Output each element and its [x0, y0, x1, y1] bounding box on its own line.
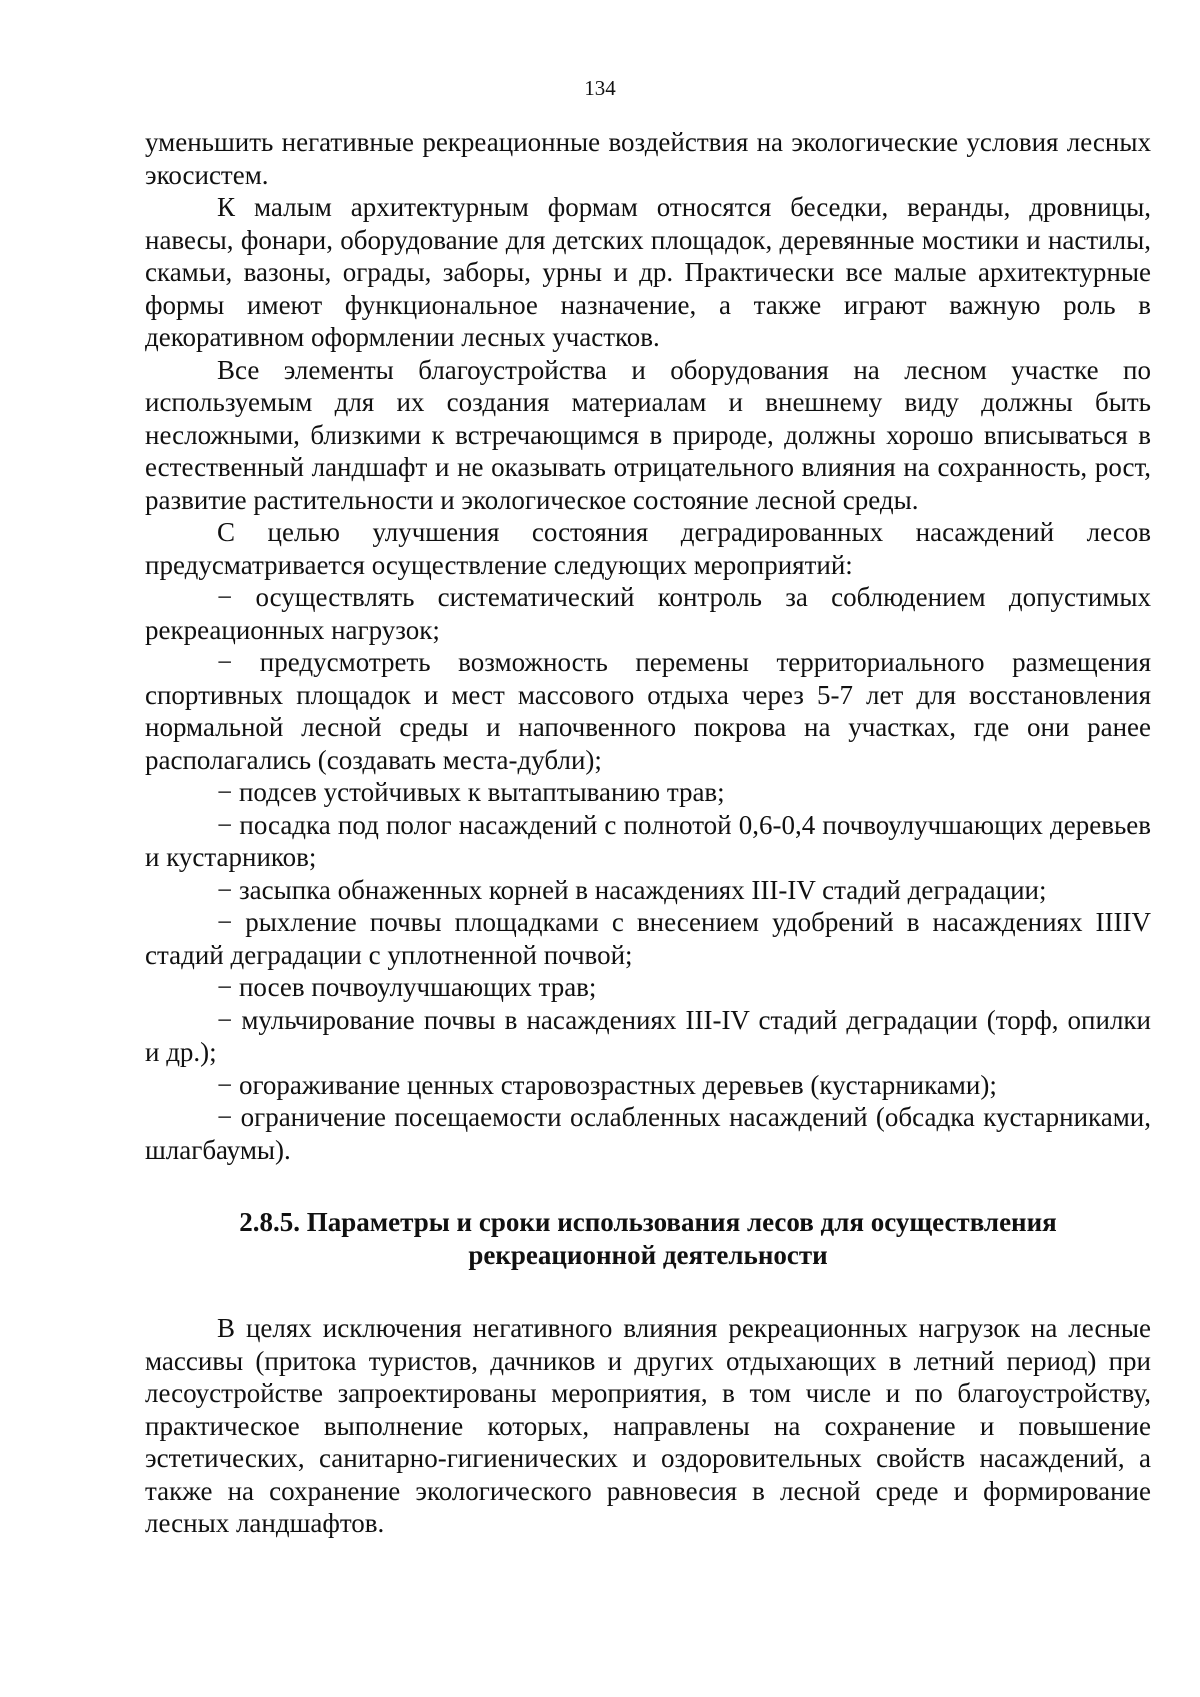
list-item: − осуществлять систематический контроль за соблюдением допустимых рекреационных нагрузок; [145, 582, 1151, 645]
paragraph: К малым архитектурным формам относятся беседки, веранды, дровницы, навесы, фонари, оборудование для детских площадок, деревянные мостики и настилы, скамьи, вазоны, ограды, заборы, урны и др. Практически все малые архитектурные формы имеют функциональное назначение, а также играют важную роль в декоративном оформлении лесных участков. [145, 192, 1151, 352]
section-heading [145, 1206, 1151, 1272]
list-item: − посев почвоулучшающих трав; [217, 972, 597, 1002]
section-heading-line-1: 2.8.5. Параметры и сроки использования лесов для осуществления [239, 1207, 1057, 1237]
paragraph: уменьшить негативные рекреационные воздействия на экологические условия лесных экосистем. [145, 127, 1151, 190]
paragraph: С целью улучшения состояния деградированных насаждений лесов предусматривается осуществление следующих мероприятий: [145, 517, 1151, 580]
list-item: − засыпка обнаженных корней в насаждениях III-IV стадий деградации; [217, 874, 1047, 905]
list-item: − подсев устойчивых к вытаптыванию трав; [217, 777, 725, 807]
list-item: − огораживание ценных старовозрастных деревьев (кустарниками); [217, 1069, 997, 1100]
body-text [145, 126, 1151, 1540]
paragraph: Все элементы благоустройства и оборудования на лесном участке по используемым для их создания материалам и внешнему виду должны быть несложными, близкими к встречающимся в природе, должны хорошо вписываться в естественный ландшафт и не оказывать отрицательного влияния на сохранность, рост, развитие растительности и экологическое состояние лесной среды. [145, 354, 1151, 515]
section-heading-line-2: рекреационной деятельности [468, 1240, 828, 1270]
page-number: 134 [584, 76, 616, 100]
list-item: − мульчирование почвы в насаждениях III-IV стадий деградации (торф, опилки и др.); [145, 1004, 1151, 1067]
list-item: − посадка под полог насаждений с полнотой 0,6-0,4 почвоулучшающих деревьев и кустарников; [145, 809, 1151, 872]
paragraph: В целях исключения негативного влияния рекреационных нагрузок на лесные массивы (притока туристов, дачников и других отдыхающих в летний период) при лесоустройстве запроектированы мероприятия, в том числе и по благоустройству, практическое выполнение которых, направлены на сохранение и повышение эстетических, санитарно-гигиенических и оздоровительных свойств насаждений, а также на сохранение экологического равновесия в лесной среде и формирование лесных ландшафтов. [145, 1313, 1151, 1538]
list-item: − ограничение посещаемости ослабленных насаждений (обсадка кустарниками, шлагбаумы). [145, 1102, 1151, 1165]
list-item: − предусмотреть возможность перемены территориального размещения спортивных площадок и мест массового отдыха через 5-7 лет для восстановления нормальной лесной среды и напочвенного покрова на участках, где они ранее располагались (создавать места-дубли); [145, 647, 1151, 775]
list-item: − рыхление почвы площадками с внесением удобрений в насаждениях IIIIV стадий деградации с уплотненной почвой; [145, 907, 1151, 970]
